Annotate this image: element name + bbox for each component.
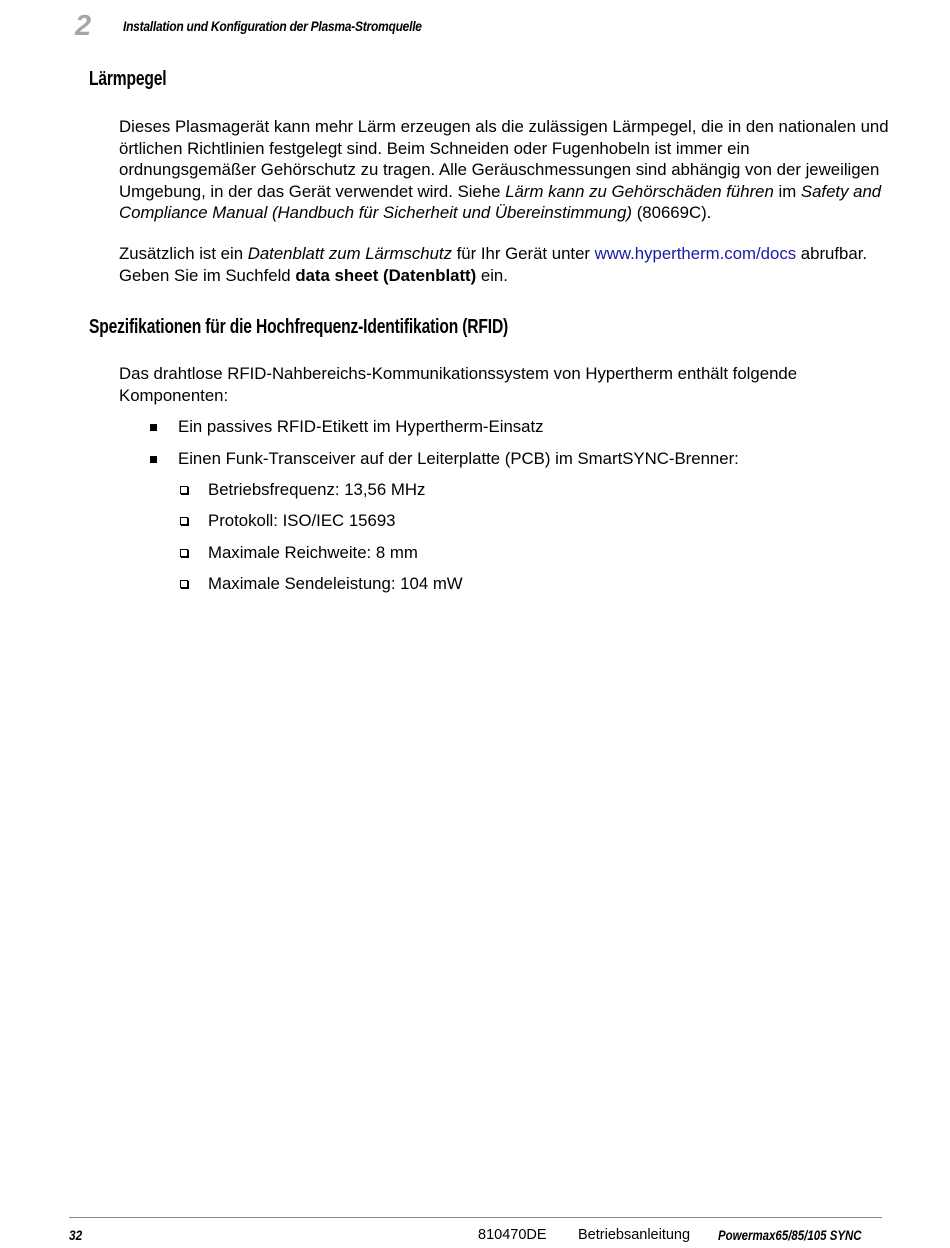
rfid-heading: Spezifikationen für die Hochfrequenz-Identifikation (RFID) xyxy=(89,316,509,338)
hollow-square-bullet-icon xyxy=(180,580,188,588)
product-name: Powermax65/85/105 SYNC xyxy=(718,1227,862,1243)
document-type: Betriebsanleitung xyxy=(578,1227,691,1243)
hollow-square-bullet-icon xyxy=(180,517,188,525)
chapter-number: 2 xyxy=(75,10,92,42)
square-bullet-icon xyxy=(150,424,157,431)
rfid-intro: Das drahtlose RFID-Nahbereichs-Kommunikationssystem von Hypertherm enthält folgende Komponenten: xyxy=(119,364,798,405)
page-number: 32 xyxy=(69,1227,83,1243)
square-bullet-icon xyxy=(150,456,157,463)
hollow-square-bullet-icon xyxy=(180,486,188,494)
footer-divider xyxy=(69,1217,882,1218)
noise-paragraph-1: Dieses Plasmagerät kann mehr Lärm erzeugen als die zulässigen Lärmpegel, die in den nationalen und örtlichen Richtlinien festgelegt sind. Beim Schneiden oder Fugenhobeln ist immer ein ordnungsgemäßer Gehörschutz zu tragen. Alle Geräuschmessungen sind abhängig von der jeweiligen Umgebung, in der das Gerät verwendet wird. Siehe Lärm kann zu Gehörschäden führen im Safety and Compliance Manual (Handbuch für Sicherheit und Übereinstimmung) (80669C). xyxy=(119,117,889,222)
noise-paragraph-2: Zusätzlich ist ein Datenblatt zum Lärmschutz für Ihr Gerät unter www.hypertherm.com/docs abrufbar. Geben Sie im Suchfeld data sheet (Datenblatt) ein. xyxy=(119,244,868,285)
hypertherm-docs-link[interactable]: www.hypertherm.com/docs xyxy=(594,244,797,263)
noise-heading: Lärmpegel xyxy=(89,68,167,90)
document-number: 810470DE xyxy=(478,1227,547,1243)
chapter-title: Installation und Konfiguration der Plasma-Stromquelle xyxy=(123,18,422,34)
hollow-square-bullet-icon xyxy=(180,549,188,557)
